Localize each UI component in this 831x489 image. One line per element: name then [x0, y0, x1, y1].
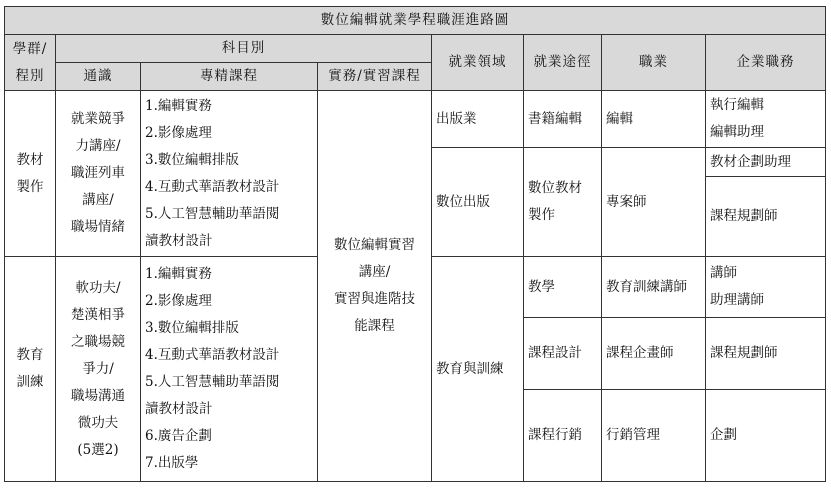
specialty-course-item: 5.人工智慧輔助華語閱 — [145, 205, 280, 222]
header-group — [5, 35, 56, 91]
general-course-line: 就業競爭 — [71, 111, 125, 128]
position-line: 講師 — [710, 265, 737, 282]
path-cell — [524, 389, 602, 481]
header-field: 就業領域 — [432, 35, 524, 91]
general-course-line: 職場溝通 — [71, 387, 125, 404]
path-line: 課程設計 — [528, 344, 582, 361]
header-path: 就業途徑 — [524, 35, 602, 91]
specialty-course-item: 5.人工智慧輔助華語閱 — [145, 374, 280, 391]
group-name-line: 製作 — [16, 178, 44, 195]
general-course-line: 楚漢相爭 — [71, 306, 125, 323]
group-name-cell — [5, 91, 56, 257]
path-cell — [524, 317, 602, 389]
header-group-line1: 學群/ — [12, 40, 48, 57]
header-general: 通識 — [56, 63, 141, 91]
general-course-cell — [56, 91, 141, 257]
path-cell — [524, 257, 602, 317]
general-course-line: 職場情緒 — [71, 219, 125, 236]
header-specialty: 專精課程 — [141, 63, 318, 91]
specialty-course-item: 6.廣告企劃 — [145, 428, 212, 445]
specialty-course-item: 4.互動式華語教材設計 — [145, 178, 280, 195]
position-cell — [706, 177, 826, 257]
header-position: 企業職務 — [706, 35, 826, 91]
job-cell: 課程企畫師 — [602, 317, 706, 389]
specialty-course-item: 3.數位編輯排版 — [145, 320, 239, 337]
group-name-line: 教材 — [16, 151, 44, 168]
general-course-line: 微功夫 — [77, 414, 119, 431]
specialty-course-cell — [141, 257, 318, 482]
path-line: 數位教材 — [528, 180, 582, 197]
specialty-course-cell — [141, 91, 318, 257]
general-course-line: 軟功夫/ — [75, 279, 121, 296]
field-cell: 教育與訓練 — [432, 257, 524, 482]
practice-course-line: 數位編輯實習 — [334, 237, 415, 254]
job-cell: 行銷管理 — [602, 389, 706, 481]
path-cell — [524, 148, 602, 257]
position-cell — [706, 148, 826, 177]
job-cell: 專案師 — [602, 148, 706, 257]
header-job: 職業 — [602, 35, 706, 91]
job-cell: 編輯 — [602, 91, 706, 148]
specialty-course-item: 讀教材設計 — [145, 401, 213, 418]
position-cell — [706, 91, 826, 148]
specialty-course-item: 讀教材設計 — [145, 232, 213, 249]
path-line: 課程行銷 — [528, 426, 582, 443]
header-practice: 實務/實習課程 — [318, 63, 432, 91]
path-line: 教學 — [528, 278, 555, 295]
position-line: 企劃 — [710, 426, 737, 443]
position-line: 編輯助理 — [710, 124, 764, 141]
path-line: 書籍編輯 — [528, 110, 582, 127]
job-cell: 教育訓練講師 — [602, 257, 706, 317]
career-path-table-wrapper — [4, 6, 825, 482]
practice-course-cell — [318, 91, 432, 482]
specialty-course-item: 3.數位編輯排版 — [145, 151, 239, 168]
position-line: 課程規劃師 — [710, 208, 778, 225]
practice-course-line: 能課程 — [354, 318, 395, 335]
field-cell: 數位出版 — [432, 148, 524, 257]
general-course-line: (5選2) — [77, 441, 119, 458]
specialty-course-item: 2.影像處理 — [145, 293, 212, 310]
position-cell — [706, 317, 826, 389]
table-title: 數位編輯就業學程職涯進路圖 — [5, 7, 826, 35]
path-cell — [524, 91, 602, 148]
specialty-course-item: 1.編輯實務 — [145, 266, 212, 283]
position-cell — [706, 389, 826, 481]
general-course-line: 之職場競 — [71, 333, 125, 350]
position-line: 執行編輯 — [710, 97, 764, 114]
specialty-course-item: 1.編輯實務 — [145, 97, 212, 114]
position-cell — [706, 257, 826, 317]
general-course-line: 講座/ — [82, 192, 114, 209]
group-name-line: 教育 — [16, 347, 44, 364]
career-path-table — [4, 6, 826, 482]
field-cell: 出版業 — [432, 91, 524, 148]
header-group-line2: 程別 — [15, 67, 45, 84]
practice-course-line: 實習與進階技 — [334, 291, 415, 308]
general-course-line: 力講座/ — [75, 138, 121, 155]
position-line: 課程規劃師 — [710, 344, 778, 361]
general-course-line: 爭力/ — [82, 360, 114, 377]
specialty-course-item: 4.互動式華語教材設計 — [145, 347, 280, 364]
specialty-course-item: 2.影像處理 — [145, 124, 212, 141]
general-course-cell — [56, 257, 141, 482]
specialty-course-item: 7.出版學 — [145, 455, 199, 472]
position-line: 助理講師 — [710, 292, 764, 309]
practice-course-line: 講座/ — [358, 264, 391, 281]
group-name-line: 訓練 — [16, 374, 44, 391]
position-line: 教材企劃助理 — [710, 153, 791, 170]
group-name-cell — [5, 257, 56, 482]
general-course-line: 職涯列車 — [71, 165, 125, 182]
path-line: 製作 — [528, 207, 555, 224]
header-subjects: 科目別 — [56, 35, 432, 63]
